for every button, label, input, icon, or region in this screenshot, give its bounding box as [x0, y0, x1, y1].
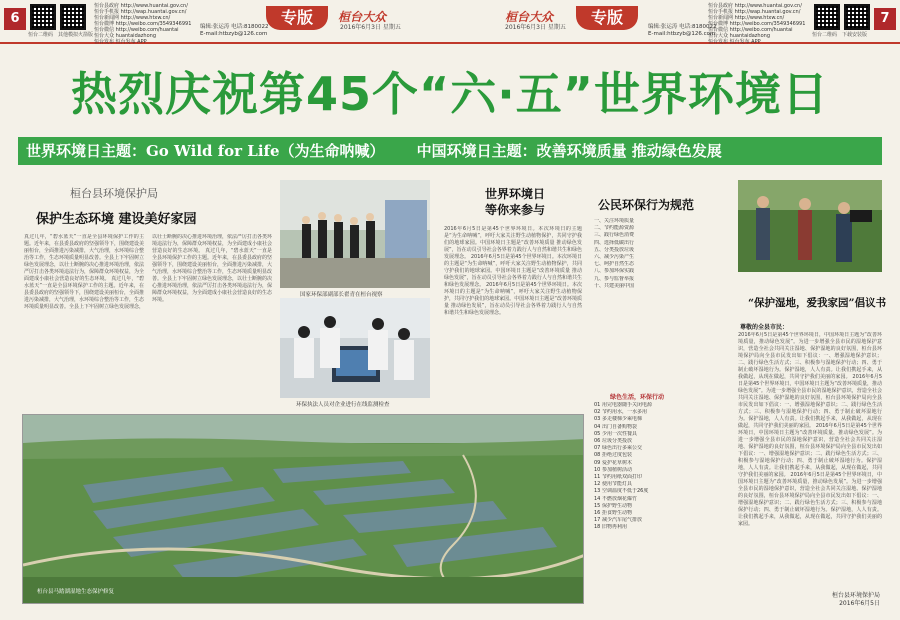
list-item: 15 保护野生动物 — [594, 502, 632, 509]
list-item: 六、减少污染产生 — [594, 254, 635, 261]
inspection-photo — [280, 180, 430, 288]
wetland-caption: 桓台县马踏湖湿地生态保护修复 — [37, 589, 115, 595]
reporter-photo — [738, 180, 882, 272]
list-item: 09 爱护花草树木 — [594, 459, 632, 466]
proposal-salutation: 尊敬的全县市民： — [740, 324, 789, 331]
list-item: 08 拒绝过度包装 — [594, 452, 632, 459]
list-item: 七、呵护自然生态 — [594, 261, 635, 268]
masthead-right: 桓台大众 — [505, 10, 554, 24]
list-item: 07 绿色出行多乘公交 — [594, 445, 642, 452]
list-item: 17 减少汽车尾气排放 — [594, 517, 642, 524]
list-item: 06 垃圾分类投放 — [594, 438, 632, 445]
list-item: 二、节约能源资源 — [594, 225, 635, 232]
qr-code-icon — [30, 4, 56, 30]
list-item: 13 空调温度不低于26度 — [594, 488, 649, 495]
list-item: 九、参与监督举报 — [594, 275, 635, 282]
list-item: 三、践行绿色消费 — [594, 232, 635, 239]
list-item: 11 节约用纸双面打印 — [594, 474, 642, 481]
list-item: 05 少用一次性餐具 — [594, 430, 637, 437]
theme-banner — [18, 137, 882, 165]
list-item: 03 多走楼梯少乘电梯 — [594, 416, 642, 423]
list-item: 12 使用节能灯具 — [594, 481, 632, 488]
list-item: 02 节约用水，一水多用 — [594, 409, 647, 416]
list-item: 10 参加植树活动 — [594, 466, 632, 473]
qr-code-icon — [60, 4, 86, 30]
monitoring-photo — [280, 298, 430, 398]
tips-heading: 绿色生活，环保行动 — [610, 394, 665, 401]
qr-caption: 下载安装版 — [842, 32, 868, 38]
article-title-join: 世界环境日 等你来参与 — [484, 187, 545, 217]
section-badge-right: 专版 — [576, 6, 638, 30]
list-item: 04 出门自备购物袋 — [594, 423, 637, 430]
list-item: 14 不燃放烟花爆竹 — [594, 495, 637, 502]
qr-caption: 其他模拟火箭版 — [58, 32, 94, 38]
article-body-proposal: 2016年6月5日是第45个世界环境日，中国环境日主题为“改善环境质量，推动绿色发展”。为进一步增强全县市民的湿地保护意识，营造全社会共同关注湿地、保护湿地的良好氛围，桓台县环境保护局向全县市民发出如下倡议：一、增强湿地保护意识；二、践行绿色生活方式；三、积极参与湿地保护行动；四、勇于制止破坏湿地行为。保护湿地，人人有责。让我们携起手来，从我做起，从现在做起，共同守护我们美丽的家园。 2016年6月5日是第45个世界环境日，中国环境日主题为“改善环境质量，推动绿色发展”。为进一步增强全县市民的湿地保护意识，营造全社会共同关注湿地、保护湿地的良好氛围，桓台县环境保护局向全县市民发出如下倡议：一、增强湿地保护意识；二、践行绿色生活方式；三、积极参与湿地保护行动；四、勇于制止破坏湿地行为。保护湿地，人人有责。让我们携起手来，从我做起，从现在做起，共同守护我们美丽的家园。 2016年6月5日是第45个世界环境日，中国环境日主题为“改善环境质量，推动绿色发展”。为进一步增强全县市民的湿地保护意识，营造全社会共同关注湿地、保护湿地的良好氛围，桓台县环境保护局向全县市民发出如下倡议：一、增强湿地保护意识；二、践行绿色生活方式；三、积极参与湿地保护行动；四、勇于制止破坏湿地行为。保护湿地，人人有责。让我们携起手来，从我做起，从现在做起，共同守护我们美丽的家园。 2016年6月5日是第45个世界环境日，中国环境日主题为“改善环境质量，推动绿色发展”。为进一步增强全县市民的湿地保护意识，营造全社会共同关注湿地、保护湿地的良好氛围，桓台县环境保护局向全县市民发出如下倡议：一、增强湿地保护意识；二、践行绿色生活方式；三、积极参与湿地保护行动；四、勇于制止破坏湿地行为。保护湿地，人人有责。让我们携起手来，从我做起，从现在做起，共同守护我们美丽的家园。 — [738, 332, 882, 527]
article-title-proposal: “保护湿地，爱我家园”倡议书 — [748, 297, 887, 309]
contact-links-right: 恒台县政府 http://www.huantai.gov.cn/ 恒台手机报 http://wap.huantai.gov.cn/ 恒台新闻网 http://www.htxw.cn/ 恒台微博 http://weibo.com/3549346991 恒台微信 http://weibo.com/huantai 恒台大众 huantaidazhong 恒台发布 恒台发布 APP — [708, 3, 806, 45]
article-title-norms: 公民环保行为规范 — [598, 198, 695, 212]
list-item: 18 旧物再利用 — [594, 524, 627, 531]
article-title-protect: 保护生态环境 建设美好家园 — [36, 212, 197, 227]
inspection-caption: 国家环保部副部长翟青在桓台视察 — [300, 292, 383, 298]
qr-caption: 恒台二维码 — [28, 32, 54, 38]
norms-list — [594, 218, 724, 290]
list-item: 十、共建美丽中国 — [594, 282, 635, 289]
list-item: 五、分类投放垃圾 — [594, 246, 635, 253]
page-number-right: 7 — [874, 8, 896, 30]
list-item: 一、关注环境质量 — [594, 218, 635, 224]
list-item: 四、选择低碳出行 — [594, 239, 635, 246]
masthead-left: 桓台大众 — [338, 10, 387, 24]
list-item: 八、参加环保实践 — [594, 268, 635, 275]
article-body-protect: 真过几年，“碧水蓝天”一直是全县环境保护工作的主题。近年来，在县委县政府的坚强领导下，围绕建设美丽桓台，全面推进污染减排，大气治理，水环境综合整治等工作，生态环境质量明显改善。全县上下牢固树立绿色发展理念，以壮士断腕的决心推进环境治理，依法严厉打击各类环境违法行为，保障群众环境权益，为全面建成小康社会营造良好的生态环境。 真过几年，“碧水蓝天”一直是全县环境保护工作的主题。近年来，在县委县政府的坚强领导下，围绕建设美丽桓台，全面推进污染减排，大气治理，水环境综合整治等工作，生态环境质量明显改善。全县上下牢固树立绿色发展理念，以壮士断腕的决心推进环境治理，依法严厉打击各类环境违法行为，保障群众环境权益，为全面建成小康社会营造良好的生态环境。 真过几年，“碧水蓝天”一直是全县环境保护工作的主题。近年来，在县委县政府的坚强领导下，围绕建设美丽桓台，全面推进污染减排，大气治理，水环境综合整治等工作，生态环境质量明显改善。全县上下牢固树立绿色发展理念，以壮士断腕的决心推进环境治理，依法严厉打击各类环境违法行为，保障群众环境权益，为全面建成小康社会营造良好的生态环境。 — [24, 234, 272, 310]
qr-code-icon — [814, 4, 840, 30]
contact-links-left: 恒台县政府 http://www.huantai.gov.cn/ 恒台手机报 http://wap.huantai.gov.cn/ 恒台新闻网 http://www.htxw.cn/ 恒台微博 http://weibo.com/3549346991 恒台微信 http://weibo.com/huantai 恒台大众 huantaidazhong 恒台发布 恒台发布 APP — [94, 3, 192, 45]
qr-code-icon — [844, 4, 870, 30]
section-badge-left: 专版 — [266, 6, 328, 30]
editor-info-left: 编辑:张运涛 电话:8180022 E-mail:htbzyb@126.com — [200, 24, 269, 37]
page-header — [0, 0, 900, 44]
qr-caption: 恒台二维码 — [812, 32, 838, 38]
world-theme: 世界环境日主题：Go Wild for Life（为生命呐喊） — [26, 142, 385, 160]
editor-info-right: 编辑:张运涛 电话:8180022 E-mail:htbzyb@126.com — [648, 24, 717, 37]
list-item: 16 拒食野生动物 — [594, 510, 632, 517]
china-theme: 中国环境日主题：改善环境质量 推动绿色发展 — [416, 142, 722, 160]
bureau-label: 桓台县环境保护局 — [70, 187, 158, 200]
date-right: 2016年6月3日 星期五 — [505, 24, 566, 31]
date-left: 2016年6月3日 星期五 — [340, 24, 401, 31]
list-item: 01 用完电器随手关闭电源 — [594, 402, 652, 408]
proposal-signature: 桓台县环境保护局 2016年6月5日 — [831, 592, 880, 607]
article-body-join: 2016年6月5日是第45个世界环境日。本次环境日的主题是“为生命呐喊”，呼吁大家关注野生动植物保护，共同守护我们的地球家园。中国环境日主题是“改善环境质量 推动绿色发展”，旨在动员引导社会各界着力践行人与自然和谐共生和绿色发展理念。 2016年6月5日是第45个世界环境日。本次环境日的主题是“为生命呐喊”，呼吁大家关注野生动植物保护，共同守护我们的地球家园。中国环境日主题是“改善环境质量 推动绿色发展”，旨在动员引导社会各界着力践行人与自然和谐共生和绿色发展理念。 2016年6月5日是第45个世界环境日。本次环境日的主题是“为生命呐喊”，呼吁大家关注野生动植物保护，共同守护我们的地球家园。中国环境日主题是“改善环境质量 推动绿色发展”，旨在动员引导社会各界着力践行人与自然和谐共生和绿色发展理念。 — [444, 226, 582, 316]
tips-list — [594, 402, 724, 532]
main-headline: 热烈庆祝第45个“六·五”世界环境日 — [71, 67, 829, 121]
page-number-left: 6 — [4, 8, 26, 30]
wetland-aerial-photo — [22, 414, 584, 604]
monitoring-caption: 环保执法人员对企业进行在线监测检查 — [296, 402, 390, 408]
